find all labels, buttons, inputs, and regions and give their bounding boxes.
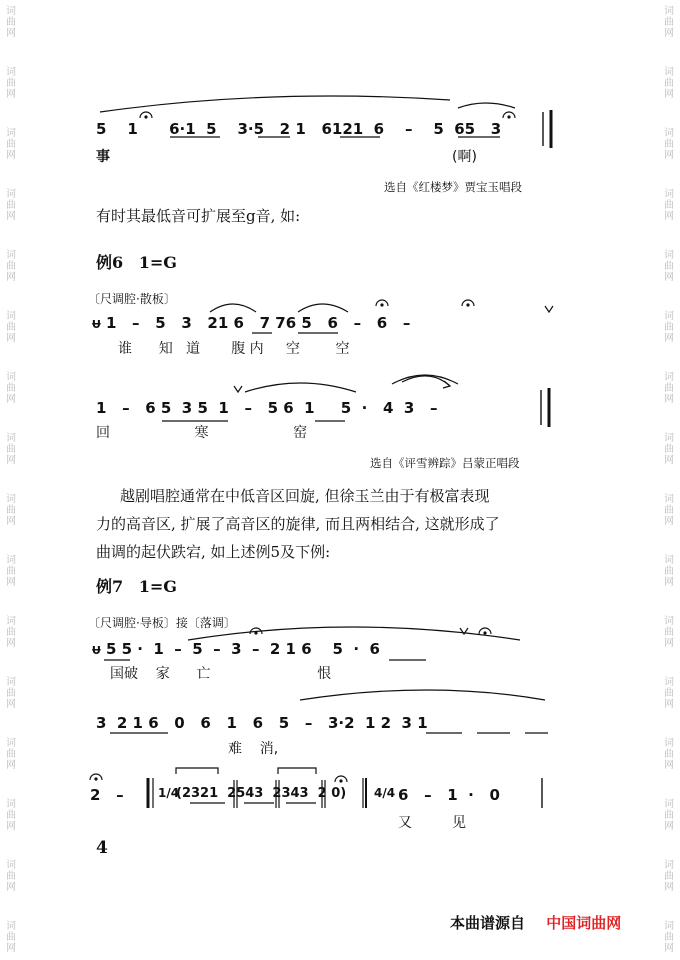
watermark-char: 曲 [6, 688, 16, 699]
example6-line1-notes: ᵾ 1 – 5 3 21 6 7 76 5 6 – 6 – [92, 314, 411, 332]
watermark-char: 网 [6, 516, 16, 527]
watermark-char: 网 [664, 760, 674, 771]
watermark-char: 网 [6, 943, 16, 954]
watermark-char: 曲 [664, 749, 674, 760]
watermark-char: 曲 [664, 261, 674, 272]
watermark-char: 曲 [664, 505, 674, 516]
watermark-char: 词 [6, 616, 16, 627]
watermark-char: 曲 [6, 261, 16, 272]
watermark-char: 网 [6, 394, 16, 405]
watermark-char: 曲 [664, 383, 674, 394]
watermark-char: 网 [6, 28, 16, 39]
watermark-char: 曲 [6, 444, 16, 455]
example7-line3-lyrics: 又 见 [398, 815, 467, 831]
watermark-char: 词 [6, 311, 16, 322]
watermark-char: 词 [664, 311, 674, 322]
example6-label [96, 250, 177, 273]
watermark-char: 词 [6, 433, 16, 444]
example6-line2-lyrics: 回 寒 窑 [96, 425, 308, 441]
watermark-char: 网 [6, 821, 16, 832]
watermark-char: 曲 [664, 688, 674, 699]
watermark-char: 曲 [6, 139, 16, 150]
watermark-char: 词 [664, 616, 674, 627]
watermark-char: 曲 [6, 200, 16, 211]
watermark-char: 网 [6, 150, 16, 161]
watermark-char: 曲 [664, 444, 674, 455]
watermark-char: 网 [6, 333, 16, 344]
watermark-char: 网 [664, 882, 674, 893]
watermark-char: 网 [664, 211, 674, 222]
body-line1: 越剧唱腔通常在中低音区回旋, 但徐玉兰由于有极富表现 [120, 487, 490, 505]
watermark-char: 词 [664, 372, 674, 383]
watermark-char: 曲 [664, 322, 674, 333]
watermark-char: 曲 [6, 871, 16, 882]
watermark-char: 词 [664, 494, 674, 505]
watermark-char: 网 [6, 882, 16, 893]
example7-line3-notes-a: 2 – [90, 786, 124, 804]
watermark-char: 词 [664, 67, 674, 78]
watermark-char: 网 [664, 272, 674, 283]
body-line3: 曲调的起伏跌宕, 如上述例5及下例: [96, 543, 331, 561]
example6-key: 1=G [138, 253, 177, 272]
watermark-char: 词 [6, 372, 16, 383]
watermark-char: 网 [664, 28, 674, 39]
watermark-char: 曲 [664, 17, 674, 28]
watermark-char: 词 [6, 860, 16, 871]
watermark-char: 词 [664, 189, 674, 200]
watermark-char: 曲 [664, 566, 674, 577]
watermark-char: 词 [6, 128, 16, 139]
watermark-char: 曲 [6, 627, 16, 638]
intro-text: 有时其最低音可扩展至g音, 如: [96, 207, 301, 225]
watermark-char: 曲 [664, 810, 674, 821]
footer [450, 912, 621, 933]
watermark-char: 词 [6, 250, 16, 261]
watermark-char: 曲 [664, 932, 674, 943]
watermark-char: 词 [664, 799, 674, 810]
example6-line2-notes: 1 – 6 5 3 5 1 – 5 6 1 5 · 4 3 – [96, 399, 438, 417]
watermark-char: 词 [664, 921, 674, 932]
watermark-char: 词 [6, 799, 16, 810]
example7-line1-notes: ᵾ 5 5 · 1 – 5 – 3 – 2 1 6 5 · 6 [92, 640, 380, 658]
body-line2: 力的高音区, 扩展了高音区的旋律, 而且两相结合, 这就形成了 [96, 515, 500, 533]
example7-line3-notes-b: (2321 2543 2343 2 0) [176, 786, 347, 801]
watermark-char: 词 [664, 555, 674, 566]
watermark-char: 曲 [6, 78, 16, 89]
example5-lyric-right: (啊) [452, 149, 477, 165]
watermark-char: 网 [664, 699, 674, 710]
example7-key: 1=G [138, 577, 177, 596]
watermark-char: 网 [664, 577, 674, 588]
example7-label [96, 574, 177, 597]
watermark-char: 网 [664, 89, 674, 100]
watermark-char: 词 [6, 555, 16, 566]
watermark-char: 网 [6, 272, 16, 283]
watermark-char: 网 [664, 394, 674, 405]
watermark-char: 网 [664, 638, 674, 649]
watermark-char: 曲 [664, 627, 674, 638]
example5-lyric-left: 事 [96, 149, 110, 165]
watermark-char: 曲 [6, 505, 16, 516]
watermark-char: 词 [6, 738, 16, 749]
example7-line1-lyrics: 国破 家 亡 恨 [110, 666, 332, 682]
example6-number: 例6 [96, 253, 124, 272]
example7-mode: 〔尺调腔·导板〕接〔落调〕 [88, 616, 236, 630]
footer-site[interactable]: 中国词曲网 [546, 914, 622, 932]
footer-prefix: 本曲谱源自 [450, 914, 526, 932]
watermark-char: 网 [6, 638, 16, 649]
watermark-char: 词 [6, 67, 16, 78]
example5-source: 选自《红楼梦》贾宝玉唱段 [384, 180, 522, 194]
watermark-char: 曲 [6, 749, 16, 760]
example6-source: 选自《评雪辨踪》吕蒙正唱段 [370, 456, 520, 470]
example5-notes: 5 1 6·1 5 3·5 2 1 6121 6 – 5 65 3 [96, 120, 502, 138]
watermark-char: 曲 [664, 200, 674, 211]
watermark-char: 词 [664, 433, 674, 444]
watermark-char: 词 [664, 250, 674, 261]
watermark-char: 曲 [664, 78, 674, 89]
example7-line3-notes-c: 6 – 1 · 0 [398, 786, 500, 804]
watermark-char: 网 [6, 89, 16, 100]
page-number: 4 [96, 838, 108, 858]
watermark-char: 词 [664, 738, 674, 749]
example7-timesig-a: 1/4 [158, 786, 180, 800]
watermark-char: 网 [6, 455, 16, 466]
watermark-char: 词 [6, 494, 16, 505]
watermark-char: 网 [664, 821, 674, 832]
watermark-char: 网 [6, 211, 16, 222]
watermark-char: 网 [664, 943, 674, 954]
watermark-char: 网 [664, 333, 674, 344]
watermark-char: 曲 [664, 139, 674, 150]
example6-line1-lyrics: 谁 知 道 腹 内 空 空 [118, 341, 350, 357]
watermark-char: 词 [664, 860, 674, 871]
watermark-char: 网 [6, 577, 16, 588]
watermark-char: 词 [664, 128, 674, 139]
watermark-char: 词 [6, 921, 16, 932]
watermark-char: 曲 [6, 566, 16, 577]
watermark-char: 网 [664, 516, 674, 527]
example7-timesig-b: 4/4 [374, 786, 396, 800]
watermark-char: 曲 [664, 871, 674, 882]
watermark-char: 曲 [6, 322, 16, 333]
watermark-char: 词 [6, 189, 16, 200]
watermark-char: 曲 [6, 383, 16, 394]
watermark-char: 网 [664, 455, 674, 466]
watermark-char: 曲 [6, 932, 16, 943]
watermark-char: 词 [664, 6, 674, 17]
watermark-char: 曲 [6, 17, 16, 28]
watermark-char: 词 [6, 6, 16, 17]
example7-line2-notes: 3 2 1 6 0 6 1 6 5 – 3·2 1 2 3 1 [96, 714, 428, 732]
watermark-char: 曲 [6, 810, 16, 821]
watermark-char: 网 [6, 699, 16, 710]
watermark-char: 词 [664, 677, 674, 688]
example6-mode: 〔尺调腔·散板〕 [88, 292, 176, 306]
watermark-char: 词 [6, 677, 16, 688]
example7-line2-lyrics: 难 消, [228, 741, 279, 757]
example7-number: 例7 [96, 577, 124, 596]
watermark-char: 网 [664, 150, 674, 161]
watermark-char: 网 [6, 760, 16, 771]
